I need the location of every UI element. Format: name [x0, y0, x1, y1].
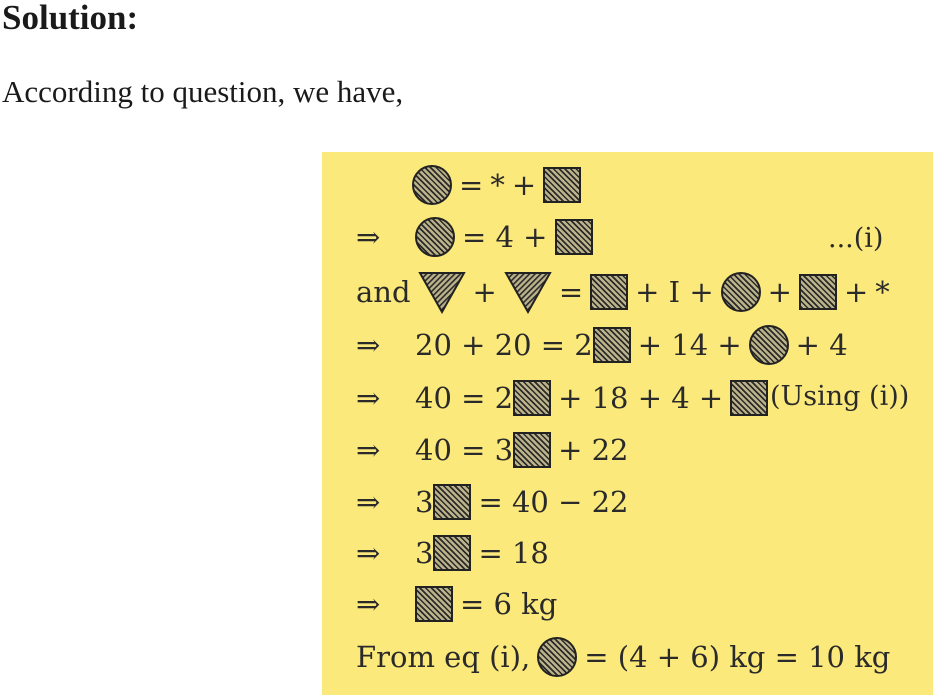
shaded-square-icon	[415, 586, 453, 622]
implies-arrow: ⇒	[356, 220, 381, 254]
plus-sign: +	[472, 275, 497, 309]
implies-arrow: ⇒	[356, 485, 381, 519]
equation-line-10	[356, 637, 897, 677]
shaded-circle-icon	[412, 165, 452, 205]
shaded-square-icon	[593, 327, 631, 363]
expression: + 14 +	[637, 328, 742, 362]
solution-heading: Solution:	[2, 0, 139, 37]
equation-line-4	[356, 325, 855, 365]
equation-line-7	[356, 482, 636, 522]
implies-arrow: ⇒	[356, 433, 381, 467]
plus-sign: +	[843, 275, 869, 309]
expression: 40 = 3	[415, 433, 514, 467]
expression: From eq (i),	[356, 640, 531, 674]
shaded-triangle-icon	[418, 270, 466, 314]
shaded-square-icon	[513, 380, 551, 416]
shaded-triangle-icon	[504, 270, 552, 314]
solution-box	[322, 152, 933, 695]
shaded-square-icon	[513, 432, 551, 468]
expression: 3	[415, 485, 434, 519]
expression: = 18	[478, 536, 549, 570]
expression: = (4 + 6) kg = 10 kg	[584, 640, 891, 674]
shaded-square-icon	[543, 167, 581, 203]
expression: 40 = 2	[415, 381, 514, 415]
equation-line-3	[356, 272, 897, 312]
equation-line-6	[356, 430, 636, 470]
expression: 3	[415, 536, 434, 570]
expression: 20 + 20 = 2	[415, 328, 593, 362]
expression: + 22	[558, 433, 629, 467]
using-note: (Using (i))	[770, 381, 910, 412]
expression: + 18 + 4 +	[558, 381, 724, 415]
equation-reference: ...(i)	[828, 223, 884, 254]
equation-line-9	[356, 584, 564, 624]
equation-line-5	[356, 378, 775, 418]
shaded-square-icon	[433, 535, 471, 571]
expression: + 4	[795, 328, 848, 362]
shaded-circle-icon	[749, 325, 789, 365]
shaded-square-icon	[730, 380, 768, 416]
expression: + I +	[635, 275, 714, 309]
shaded-circle-icon	[537, 637, 577, 677]
shaded-square-icon	[590, 274, 628, 310]
expression: = 4 +	[462, 220, 548, 254]
equation-line-8	[356, 533, 556, 573]
equals-sign: =	[558, 275, 584, 309]
star-symbol: *	[490, 168, 505, 202]
and-word: and	[356, 275, 411, 309]
shaded-circle-icon	[721, 272, 761, 312]
equation-line-2	[356, 217, 600, 257]
equals-sign: =	[459, 168, 484, 202]
implies-arrow: ⇒	[356, 536, 381, 570]
shaded-square-icon	[555, 219, 593, 255]
implies-arrow: ⇒	[356, 587, 381, 621]
intro-text: According to question, we have,	[2, 74, 404, 109]
expression: = 40 − 22	[478, 485, 629, 519]
expression: = 6 kg	[460, 587, 558, 621]
shaded-square-icon	[433, 484, 471, 520]
implies-arrow: ⇒	[356, 328, 381, 362]
plus-sign: +	[767, 275, 792, 309]
star-symbol: *	[875, 275, 890, 309]
implies-arrow: ⇒	[356, 381, 381, 415]
plus-sign: +	[511, 168, 537, 202]
shaded-square-icon	[799, 274, 837, 310]
equation-line-1	[412, 165, 588, 205]
shaded-circle-icon	[415, 217, 455, 257]
